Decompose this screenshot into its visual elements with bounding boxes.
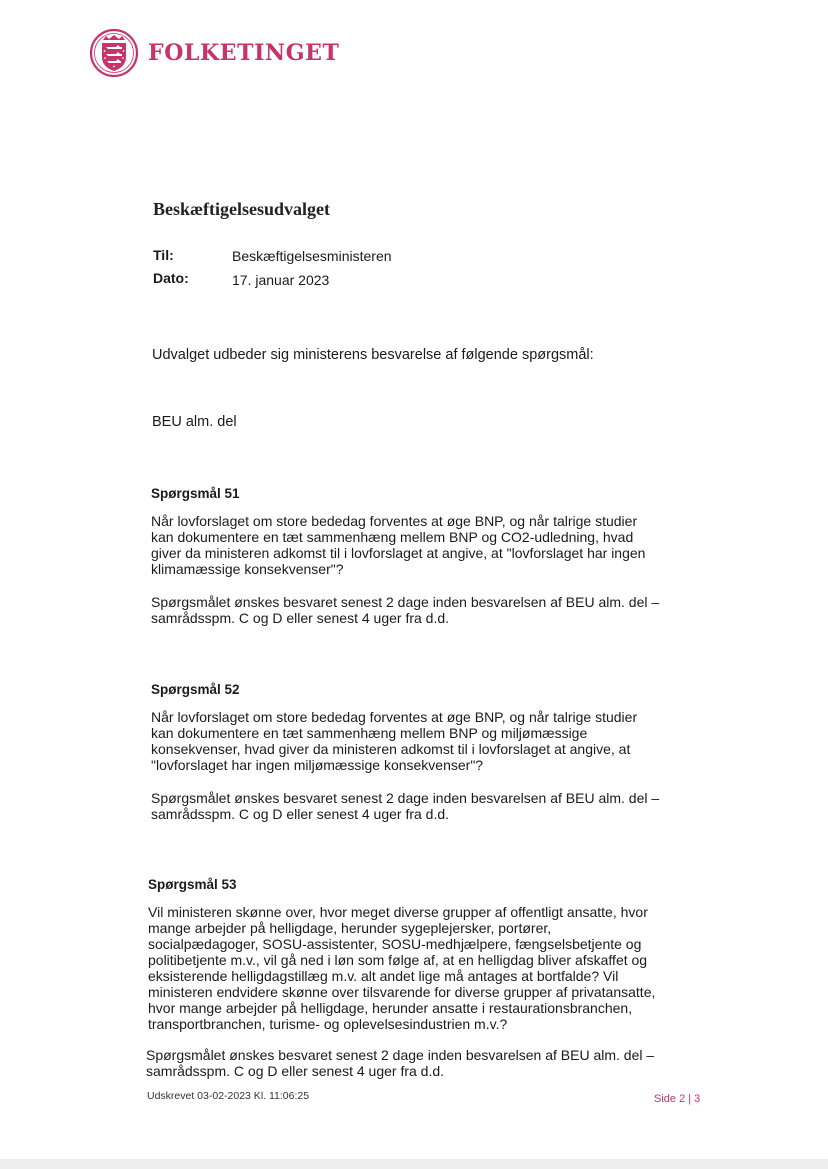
text-line: samrådsspm. C og D eller senest 4 uger fra d.d. <box>146 1063 445 1079</box>
page-number: Side 2 | 3 <box>654 1093 701 1105</box>
text-line: samrådsspm. C og D eller senest 4 uger fra d.d. <box>151 610 450 626</box>
text-line: klimamæssige konsekvenser"? <box>151 561 344 577</box>
question-body <box>151 709 637 773</box>
text-line: Når lovforslaget om store bededag forventes at øge BNP, og når talrige studier <box>151 709 638 725</box>
text-line: Når lovforslaget om store bededag forventes at øge BNP, og når talrige studier <box>151 513 638 529</box>
question-body <box>151 513 645 577</box>
text-line: socialpædagoger, SOSU-assistenter, SOSU-medhjælpere, fængselsbetjente og <box>148 936 642 952</box>
deadline-note <box>151 594 659 626</box>
text-line: samrådsspm. C og D eller senest 4 uger fra d.d. <box>151 806 450 822</box>
question-body <box>148 904 655 1032</box>
text-line: politibetjente m.v., vil gå ned i løn som følge af, at en helligdag bliver afskaffet og <box>148 952 648 968</box>
text-line: "lovforslaget har ingen miljømæssige konsekvenser"? <box>151 757 484 773</box>
text-line: eksisterende helligdagstillæg m.v. alt andet lige må antages at bortfalde? Vil <box>148 968 619 984</box>
print-timestamp: Udskrevet 03-02-2023 Kl. 11:06:25 <box>147 1090 310 1102</box>
text-line: transportbranchen, turisme- og oplevelsesindustrien m.v.? <box>148 1016 508 1032</box>
text-line: Spørgsmålet ønskes besvaret senest 2 dage inden besvarelsen af BEU alm. del – <box>146 1047 655 1063</box>
three-lions-coat-of-arms-icon <box>89 28 139 78</box>
to-value: Beskæftigelsesministeren <box>232 248 392 264</box>
text-line: kan dokumentere en tæt sammenhæng mellem BNP og CO2-udledning, hvad <box>151 529 634 545</box>
intro-text: Udvalget udbeder sig ministerens besvarelse af følgende spørgsmål: <box>152 347 594 363</box>
text-line: Vil ministeren skønne over, hvor meget diverse grupper af offentligt ansatte, hvor <box>148 904 648 920</box>
reference-text: BEU alm. del <box>152 414 237 430</box>
date-value: 17. januar 2023 <box>232 272 330 288</box>
text-line: konsekvenser, hvad giver da ministeren adkomst til i lovforslaget at angive, at <box>151 741 631 757</box>
deadline-note <box>146 1047 654 1079</box>
brand-name: FOLKETINGET <box>148 40 340 66</box>
committee-title: Beskæftigelsesudvalget <box>153 199 330 219</box>
question-title: Spørgsmål 52 <box>151 682 240 697</box>
question-title: Spørgsmål 51 <box>151 486 240 501</box>
header-logo <box>89 28 339 78</box>
text-line: mange arbejder på helligdage, herunder sygeplejersker, portører, <box>148 920 552 936</box>
text-line: Spørgsmålet ønskes besvaret senest 2 dage inden besvarelsen af BEU alm. del – <box>151 594 660 610</box>
text-line: Spørgsmålet ønskes besvaret senest 2 dage inden besvarelsen af BEU alm. del – <box>151 790 660 806</box>
deadline-note <box>151 790 659 822</box>
to-label: Til: <box>153 247 174 263</box>
text-line: giver da ministeren adkomst til i lovforslaget at angive, at "lovforslaget har ingen <box>151 545 646 561</box>
question-title: Spørgsmål 53 <box>148 877 237 892</box>
date-label: Dato: <box>153 270 189 286</box>
text-line: kan dokumentere en tæt sammenhæng mellem BNP og miljømæssige <box>151 725 588 741</box>
text-line: hvor mange arbejder på helligdage, herunder ansatte i restaurationsbranchen, <box>148 1000 633 1016</box>
text-line: ministeren endvidere skønne over tilsvarende for diverse grupper af privatansatte, <box>148 984 656 1000</box>
page-bottom-edge <box>0 1159 828 1169</box>
